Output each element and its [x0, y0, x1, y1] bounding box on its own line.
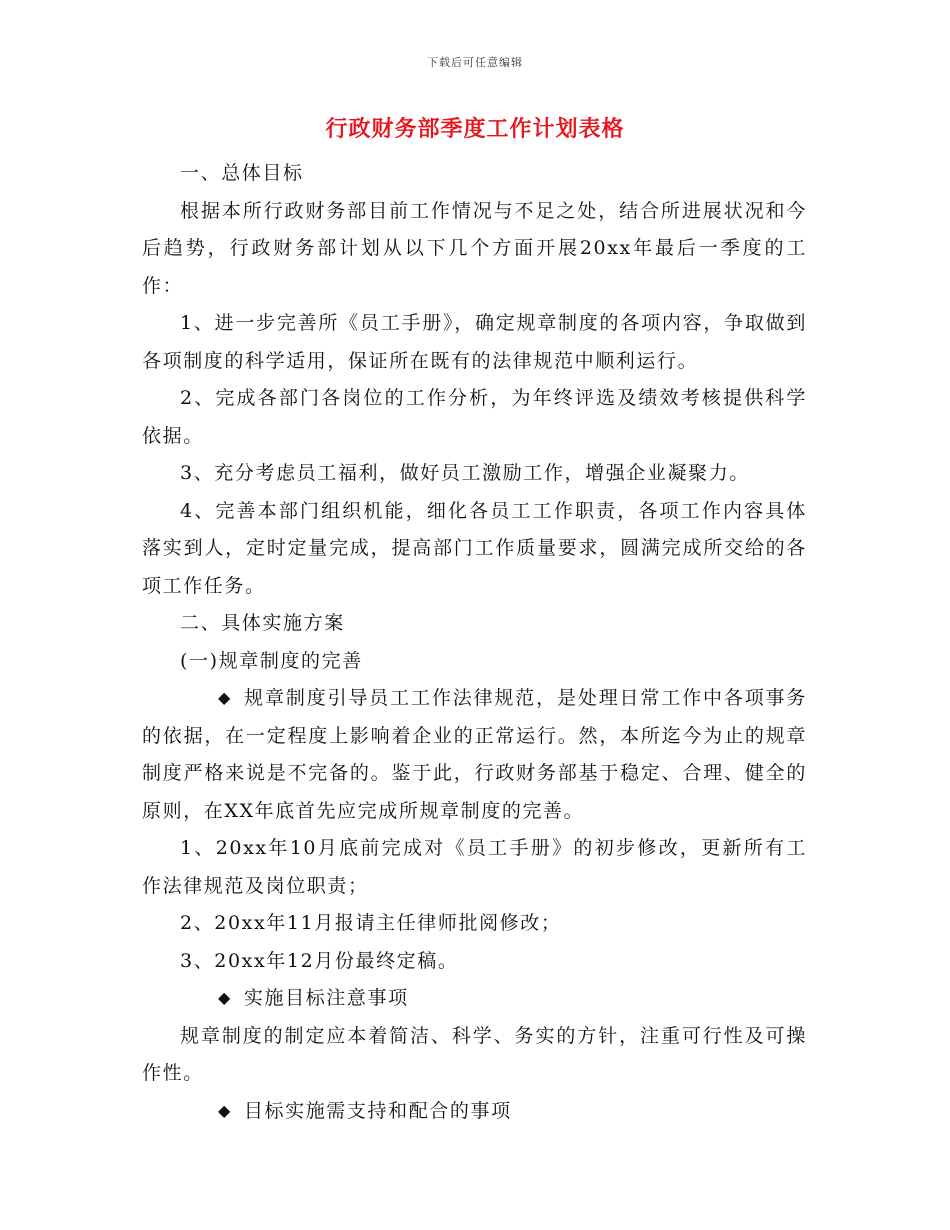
- bullet-paragraph-rules: [142, 680, 807, 830]
- goal-item-3: 3、充分考虑员工福利，做好员工激励工作，增强企业凝聚力。: [180, 462, 750, 484]
- paragraph-notes: 规章制度的制定应本着简洁、科学、务实的方针，注重可行性及可操作性。: [142, 1024, 807, 1084]
- goal-item-2: 2、完成各部门各岗位的工作分析，为年终评选及绩效考核提供科学依据。: [142, 387, 807, 447]
- step-item-3: 3、20xx年12月份最终定稿。: [180, 949, 459, 972]
- step-item-1: 1、20xx年10月底前完成对《员工手册》的初步修改，更新所有工作法律规范及岗位职责；: [142, 837, 807, 897]
- bullet-paragraph-support: [142, 1093, 807, 1131]
- diamond-bullet-icon: ◆: [218, 1100, 232, 1120]
- bullet-paragraph-notes: [142, 980, 807, 1018]
- paragraph-intro: 根据本所行政财务部目前工作情况与不足之处，结合所进展状况和今后趋势，行政财务部计划从以下几个方面开展20xx年最后一季度的工作：: [142, 199, 807, 297]
- diamond-bullet-icon: ◆: [218, 688, 232, 707]
- section-heading-implementation: 二、具体实施方案: [180, 612, 345, 634]
- bullet-text-notes: 实施目标注意事项: [243, 987, 409, 1009]
- subsection-heading-rules: (一)规章制度的完善: [180, 649, 363, 672]
- document-body: [142, 155, 807, 1130]
- bullet-text-support: 目标实施需支持和配合的事项: [243, 1099, 512, 1122]
- document-title: 行政财务部季度工作计划表格: [325, 116, 625, 142]
- diamond-bullet-icon: ◆: [218, 988, 232, 1007]
- goal-item-4: 4、完善本部门组织机能，细化各员工工作职责，各项工作内容具体落实到人，定时定量完成，提高部门工作质量要求，圆满完成所交给的各项工作任务。: [142, 499, 807, 597]
- section-heading-overall-goals: 一、总体目标: [180, 162, 304, 184]
- header-note: 下载后可任意编辑: [427, 56, 523, 69]
- goal-item-1: 1、进一步完善所《员工手册》，确定规章制度的各项内容，争取做到各项制度的科学适用，保证所在既有的法律规范中顺利运行。: [142, 312, 807, 372]
- bullet-text-rules: 规章制度引导员工工作法律规范，是处理日常工作中各项事务的依据，在一定程度上影响着企业的正常运行。然，本所迄今为止的规章制度严格来说是不完备的。鉴于此，行政财务部基于稳定、合理、健全的原则，在XX年底首先应完成所规章制度的完善。: [142, 687, 807, 822]
- step-item-2: 2、20xx年11月报请主任律师批阅修改；: [180, 912, 562, 934]
